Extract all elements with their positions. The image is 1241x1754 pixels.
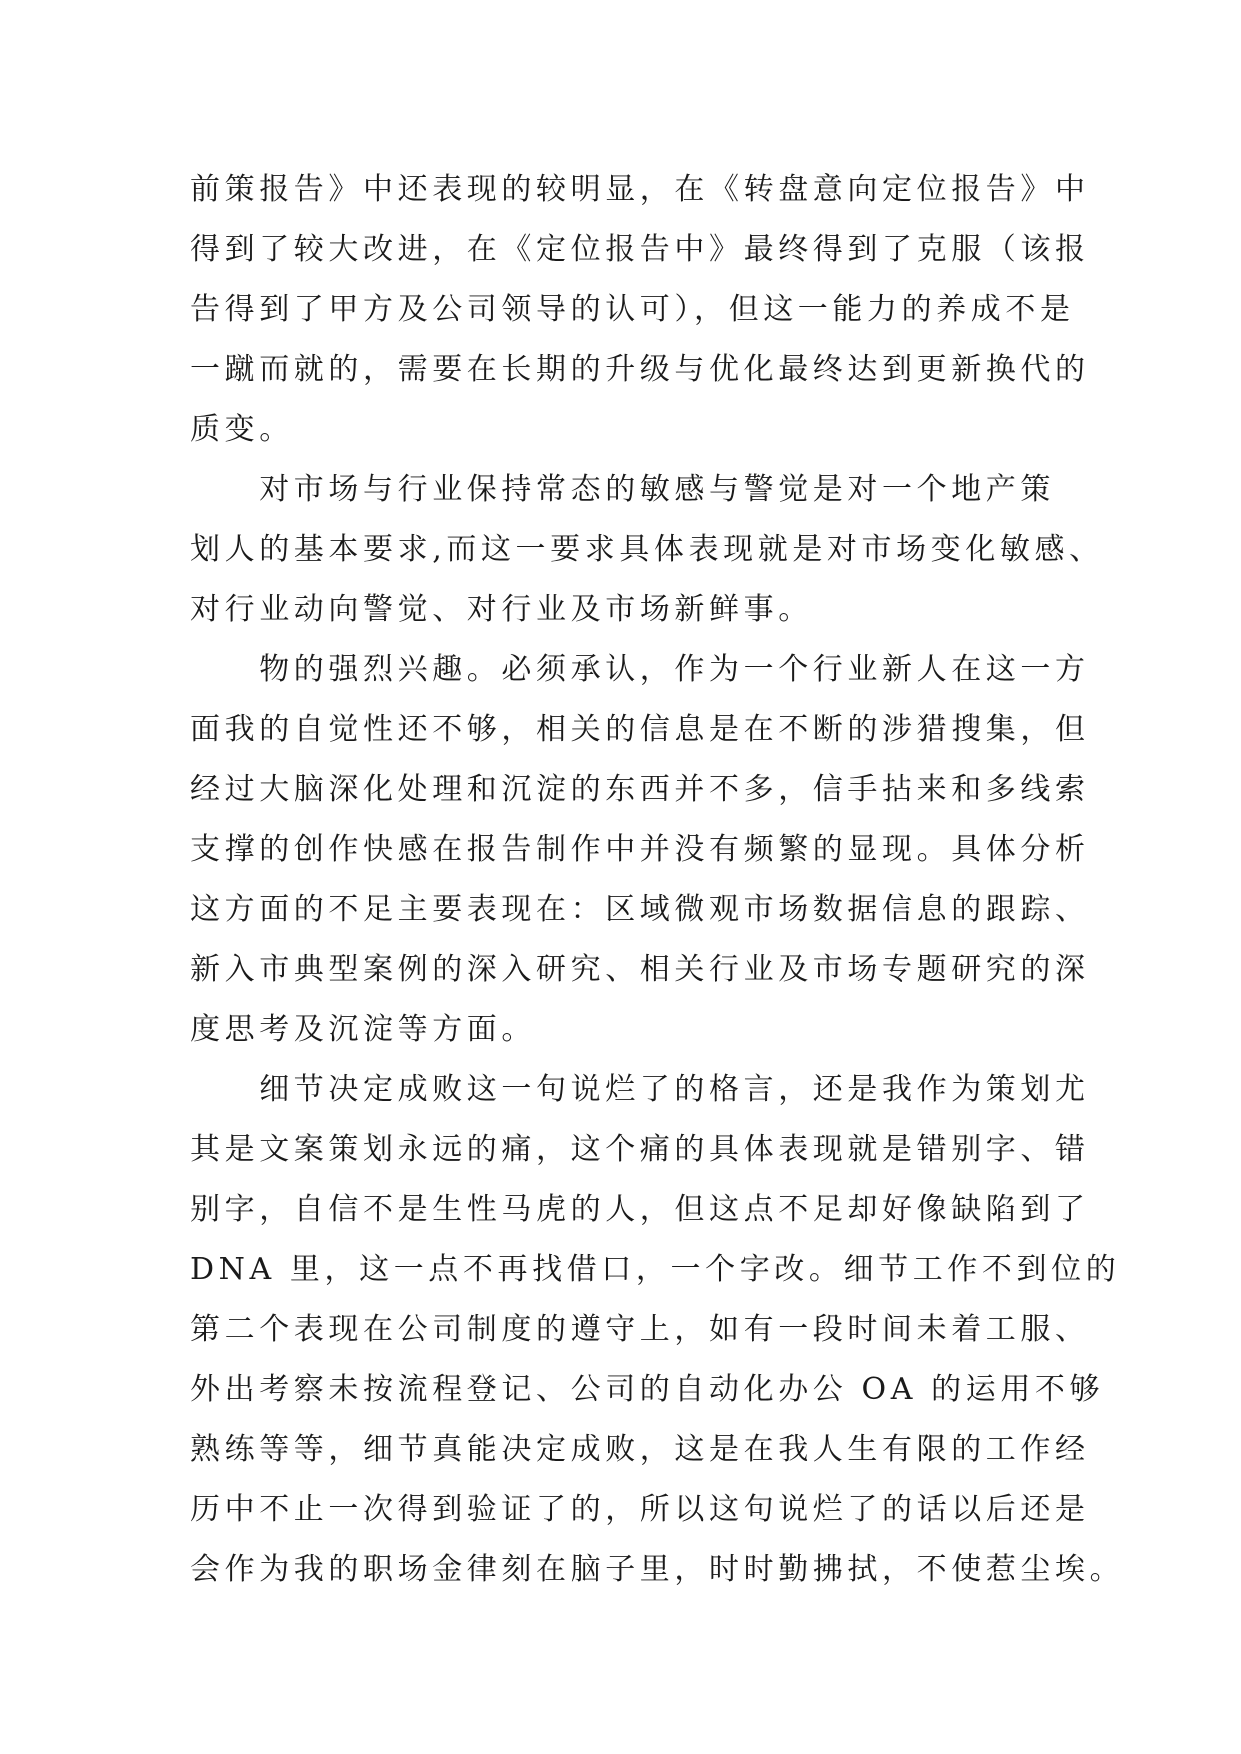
text-line: 第二个表现在公司制度的遵守上，如有一段时间未着工服、 xyxy=(190,1312,1090,1347)
text-line: 告得到了甲方及公司领导的认可），但这一能力的养成不是 xyxy=(190,292,1075,327)
text-line: 一蹴而就的，需要在长期的升级与优化最终达到更新换代的 xyxy=(190,352,1090,387)
text-line: 别字，自信不是生性马虎的人，但这点不足却好像缺陷到了 xyxy=(190,1192,1090,1227)
text-line: 物的强烈兴趣。必须承认，作为一个行业新人在这一方 xyxy=(190,652,1090,687)
text-line: 这方面的不足主要表现在：区域微观市场数据信息的跟踪、 xyxy=(190,892,1090,927)
text-line: 其是文案策划永远的痛，这个痛的具体表现就是错别字、错 xyxy=(190,1132,1090,1167)
text-line: 历中不止一次得到验证了的，所以这句说烂了的话以后还是 xyxy=(190,1492,1090,1527)
text-line: DNA 里，这一点不再找借口，一个字改。细节工作不到位的 xyxy=(190,1252,1121,1287)
body-text xyxy=(190,160,1125,1600)
text-line: 细节决定成败这一句说烂了的格言，还是我作为策划尤 xyxy=(190,1072,1090,1107)
text-line: 划人的基本要求,而这一要求具体表现就是对市场变化敏感、 xyxy=(190,532,1104,567)
text-line: 支撑的创作快感在报告制作中并没有频繁的显现。具体分析 xyxy=(190,832,1090,867)
text-line: 质变。 xyxy=(190,412,294,447)
text-line: 外出考察未按流程登记、公司的自动化办公 OA 的运用不够 xyxy=(190,1372,1105,1407)
text-line: 会作为我的职场金律刻在脑子里，时时勤拂拭，不使惹尘埃。 xyxy=(190,1552,1125,1587)
text-line: 度思考及沉淀等方面。 xyxy=(190,1012,536,1047)
text-line: 前策报告》中还表现的较明显，在《转盘意向定位报告》中 xyxy=(190,172,1090,207)
text-line: 面我的自觉性还不够，相关的信息是在不断的涉猎搜集，但 xyxy=(190,712,1090,747)
text-line: 得到了较大改进，在《定位报告中》最终得到了克服（该报 xyxy=(190,232,1090,267)
text-line: 经过大脑深化处理和沉淀的东西并不多，信手拈来和多线索 xyxy=(190,772,1090,807)
text-line: 新入市典型案例的深入研究、相关行业及市场专题研究的深 xyxy=(190,952,1090,987)
text-line: 熟练等等，细节真能决定成败，这是在我人生有限的工作经 xyxy=(190,1432,1090,1467)
text-line: 对行业动向警觉、对行业及市场新鲜事。 xyxy=(190,592,813,627)
text-line: 对市场与行业保持常态的敏感与警觉是对一个地产策 xyxy=(190,472,1055,507)
